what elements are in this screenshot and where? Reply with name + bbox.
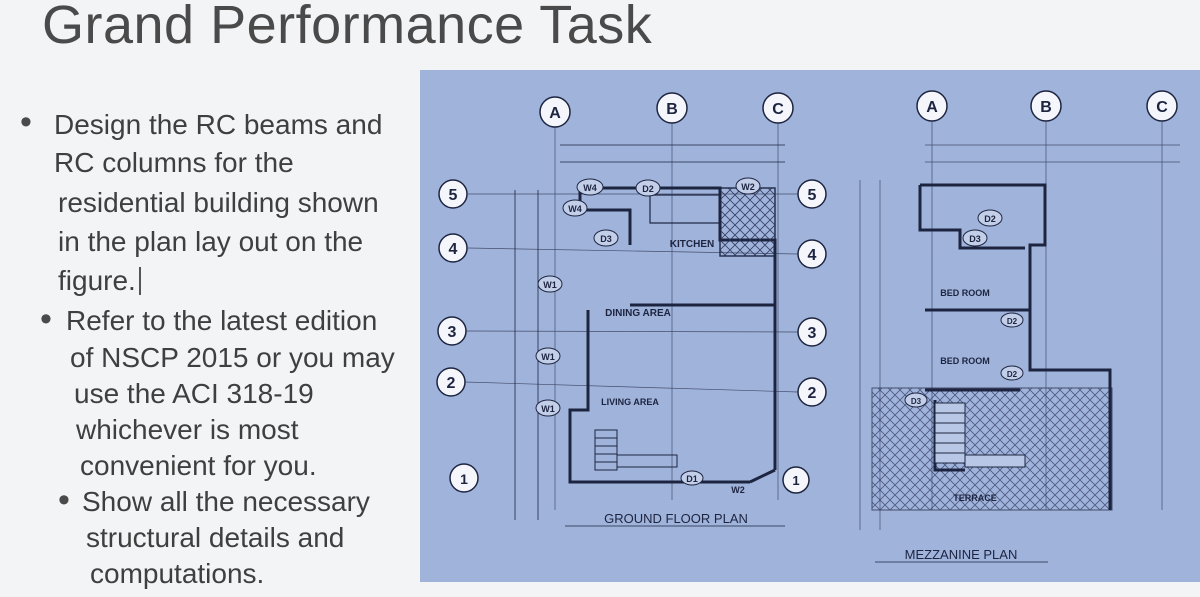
grid-label-3: 3 bbox=[447, 324, 457, 341]
window-tag-label: W4 bbox=[568, 204, 582, 214]
door-tag-label: D2 bbox=[1006, 317, 1018, 326]
bullet-3-line-2: structural details and bbox=[86, 522, 345, 553]
window-tag-label: W1 bbox=[541, 404, 555, 414]
door-tag-label: D1 bbox=[686, 474, 698, 484]
grid-label-4-right: 4 bbox=[807, 247, 817, 264]
bullet-2-line-2: of NSCP 2015 or you may bbox=[70, 342, 395, 373]
ground-floor-caption: GROUND FLOOR PLAN bbox=[604, 511, 748, 526]
bullet-3-line-3: computations. bbox=[90, 558, 265, 589]
bullet-1-line-5-wrap bbox=[58, 265, 141, 297]
bullet-2-line-1: Refer to the latest edition bbox=[66, 305, 378, 336]
door-tag-label: D3 bbox=[600, 234, 612, 244]
grid-label-3-right: 3 bbox=[807, 325, 817, 342]
floor-plan-drawing bbox=[420, 70, 1200, 582]
terrace-hatch bbox=[872, 388, 1112, 510]
mezzanine-caption: MEZZANINE PLAN bbox=[904, 547, 1018, 562]
bullet-1-line-3: residential building shown bbox=[58, 187, 379, 218]
bullet-1-line-5: figure. bbox=[58, 265, 136, 296]
window-tag-label: W1 bbox=[541, 352, 555, 362]
bullet-2-line-4: whichever is most bbox=[76, 414, 299, 445]
floor-plan-image bbox=[420, 70, 1200, 582]
ground-grid-label-c: C bbox=[772, 101, 784, 118]
mezz-grid-label-b: B bbox=[1040, 99, 1052, 116]
window-tag-label: W4 bbox=[583, 183, 597, 193]
grid-label-5: 5 bbox=[448, 187, 458, 204]
window-tag-label: W2 bbox=[731, 485, 745, 495]
room-label-bedroom-2: BED ROOM bbox=[940, 356, 990, 366]
room-label-dining: DINING AREA bbox=[605, 308, 671, 319]
bullet-dot: • bbox=[58, 481, 70, 519]
door-tag-label: D2 bbox=[1006, 370, 1018, 379]
slide-title: Grand Performance Task bbox=[42, 0, 653, 55]
grid-label-2: 2 bbox=[446, 375, 456, 392]
grid-label-1: 1 bbox=[460, 471, 468, 487]
room-label-living: LIVING AREA bbox=[601, 397, 659, 407]
bullet-dot: • bbox=[20, 103, 32, 141]
room-label-kitchen: KITCHEN bbox=[669, 239, 715, 250]
door-tag-label: D3 bbox=[969, 234, 981, 244]
kitchen-counter bbox=[720, 188, 775, 256]
door-tag-label: D3 bbox=[910, 397, 922, 406]
bullet-2-line-3: use the ACI 318-19 bbox=[74, 378, 314, 409]
ground-grid-label-a: A bbox=[549, 105, 561, 122]
room-label-bedroom-1: BED ROOM bbox=[940, 288, 990, 298]
grid-label-4: 4 bbox=[448, 241, 458, 258]
bullet-3-line-1: Show all the necessary bbox=[82, 486, 370, 517]
ground-grid-label-b: B bbox=[666, 101, 678, 118]
text-cursor bbox=[139, 267, 141, 295]
bullet-1-line-2: RC columns for the bbox=[54, 147, 294, 178]
room-label-terrace: TERRACE bbox=[953, 493, 997, 503]
door-tag-label: D2 bbox=[984, 214, 996, 224]
bullet-2-line-5: convenient for you. bbox=[80, 450, 317, 481]
grid-label-2-right: 2 bbox=[807, 385, 817, 402]
window-tag-label: W1 bbox=[543, 280, 557, 290]
bullet-dot: • bbox=[40, 300, 52, 338]
mezz-grid-label-c: C bbox=[1156, 99, 1168, 116]
window-tag-label: W2 bbox=[741, 182, 755, 192]
bullet-1-line-4: in the plan lay out on the bbox=[58, 226, 364, 257]
grid-label-1-right: 1 bbox=[792, 473, 800, 488]
door-tag-label: D2 bbox=[642, 184, 654, 194]
grid-label-5-right: 5 bbox=[807, 187, 817, 204]
bullet-1-line-1: Design the RC beams and bbox=[54, 109, 383, 140]
mezz-grid-label-a: A bbox=[926, 99, 938, 116]
